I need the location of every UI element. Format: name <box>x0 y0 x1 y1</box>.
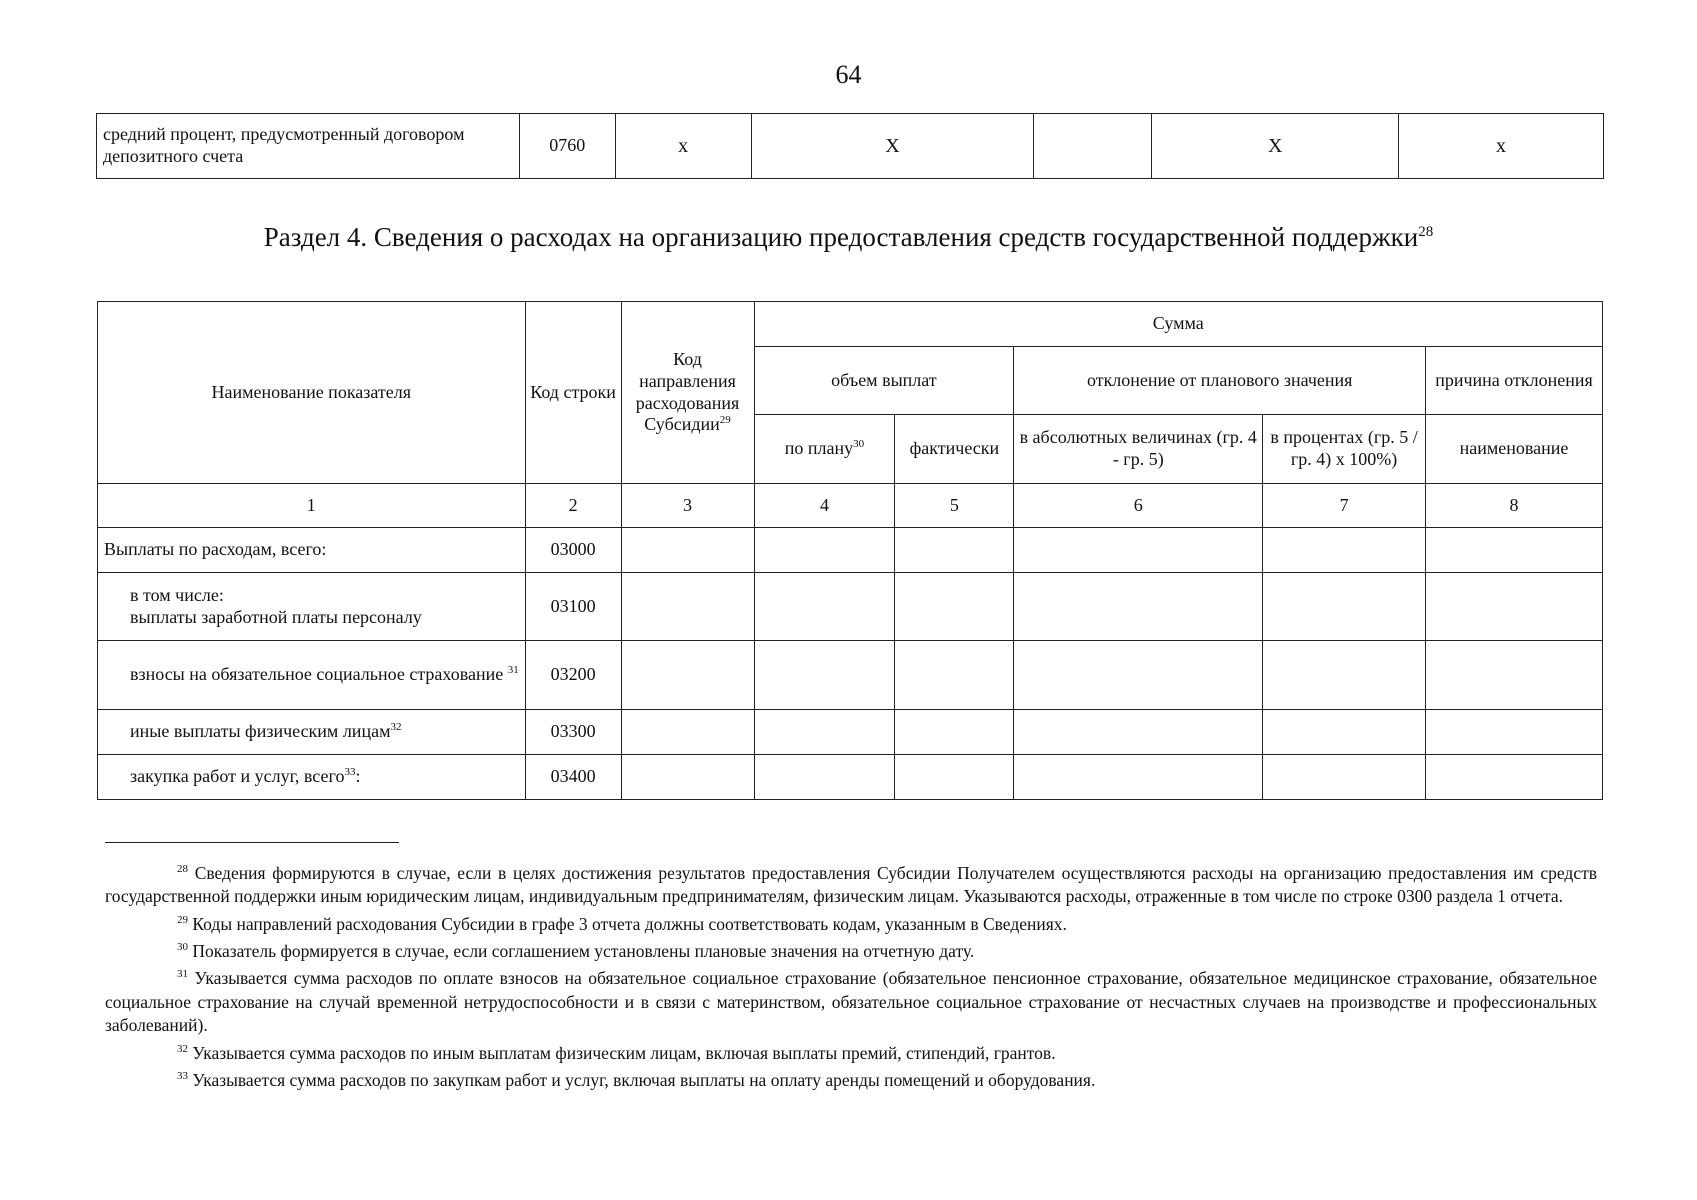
footnote-text: Сведения формируются в случае, если в целях достижения результатов предоставления Субсидии Получателем осуществляются расходы на организацию предоставления им средств государственной поддержки иным юридическим лицам, индивидуальным предпринимателям, физическим лицам. Указываются расходы, отраженные в том числе по строке 0300 раздела 1 отчета. <box>105 862 1597 907</box>
empty-cell[interactable] <box>1426 755 1603 800</box>
row-name-line: в том числе: <box>130 584 224 605</box>
cell: x <box>1399 114 1604 179</box>
row-name-text: закупка работ и услуг, всего <box>130 766 345 787</box>
footnote <box>105 1065 1597 1092</box>
footnote-number: 33 <box>177 1070 188 1083</box>
cell: X <box>751 114 1034 179</box>
empty-cell[interactable] <box>754 528 895 573</box>
empty-cell[interactable] <box>754 641 895 710</box>
header-name: Наименование показателя <box>98 302 526 484</box>
row-code: 03300 <box>525 710 621 755</box>
empty-cell[interactable] <box>1426 573 1603 641</box>
column-number: 7 <box>1263 484 1426 528</box>
footnote-number: 28 <box>177 863 188 875</box>
header-sum: Сумма <box>754 302 1603 347</box>
header-abs: в абсолютных величинах (гр. 4 - гр. 5) <box>1014 415 1263 484</box>
header-row-code: Код строки <box>525 302 621 484</box>
empty-cell[interactable] <box>1426 710 1603 755</box>
table-row <box>98 641 1603 710</box>
column-number: 6 <box>1014 484 1263 528</box>
empty-cell[interactable] <box>1263 755 1426 800</box>
section-title-text: Раздел 4. Сведения о расходах на организацию предоставления средств государственной поддержки <box>263 222 1419 252</box>
column-number: 3 <box>621 484 754 528</box>
cell: x <box>615 114 751 179</box>
column-number: 8 <box>1426 484 1603 528</box>
header-reason: причина отклонения <box>1426 347 1603 415</box>
empty-cell[interactable] <box>895 710 1014 755</box>
empty-cell[interactable] <box>621 641 754 710</box>
header-by-plan <box>754 415 895 484</box>
empty-cell[interactable] <box>895 528 1014 573</box>
empty-cell[interactable] <box>1014 641 1263 710</box>
footnote <box>105 909 1597 936</box>
expenses-table <box>97 301 1603 800</box>
empty-cell[interactable] <box>621 573 754 641</box>
header-actual: фактически <box>895 415 1014 484</box>
footnote-separator <box>105 842 399 843</box>
row-name: средний процент, предусмотренный договором депозитного счета <box>97 114 520 179</box>
row-code: 03200 <box>525 641 621 710</box>
empty-cell[interactable] <box>1014 755 1263 800</box>
footnote-number: 31 <box>177 968 188 981</box>
header-direction-code-text: Код направления расходования Субсидии <box>635 349 740 435</box>
empty-cell[interactable] <box>1014 573 1263 641</box>
empty-cell[interactable] <box>754 573 895 641</box>
cell <box>1034 114 1152 179</box>
footnote-ref: 29 <box>719 414 731 427</box>
empty-cell[interactable] <box>1263 641 1426 710</box>
row-name <box>98 755 526 800</box>
empty-cell[interactable] <box>621 755 754 800</box>
table-row <box>98 573 1603 641</box>
page-number: 64 <box>835 60 862 89</box>
header-payout-volume: объем выплат <box>754 347 1014 415</box>
footnote-ref: 28 <box>1418 224 1434 240</box>
empty-cell[interactable] <box>1426 528 1603 573</box>
table-row <box>98 710 1603 755</box>
footnote-ref: 30 <box>853 438 865 451</box>
header-deviation: отклонение от планового значения <box>1014 347 1426 415</box>
footnote-text: Показатель формируется в случае, если соглашением установлены плановые значения на отчетную дату. <box>188 940 975 961</box>
empty-cell[interactable] <box>895 755 1014 800</box>
empty-cell[interactable] <box>895 641 1014 710</box>
footnote-text: Указывается сумма расходов по иным выплатам физическим лицам, включая выплаты премий, стипендий, грантов. <box>188 1042 1056 1063</box>
column-number: 1 <box>98 484 526 528</box>
footnotes <box>105 858 1597 1092</box>
header-row <box>98 302 1603 347</box>
empty-cell[interactable] <box>1426 641 1603 710</box>
empty-cell[interactable] <box>1263 573 1426 641</box>
row-name-line: выплаты заработной платы персоналу <box>130 606 422 627</box>
column-number: 2 <box>525 484 621 528</box>
row-name <box>98 573 526 641</box>
footnote <box>105 936 1597 963</box>
footnote-number: 29 <box>177 913 188 926</box>
header-by-plan-text: по плану <box>784 438 854 459</box>
row-code: 0760 <box>519 114 615 179</box>
column-number: 5 <box>895 484 1014 528</box>
row-name <box>98 641 526 710</box>
empty-cell[interactable] <box>754 755 895 800</box>
row-name <box>98 710 526 755</box>
footnote-text: Указывается сумма расходов по оплате взносов на обязательное социальное страхование (обязательное пенсионное страхование, обязательное медицинское страхование, обязательное социальное страхование на случай временной нетрудоспособности и в связи с материнством, обязательное социальное страхование от несчастных случаев на производстве и профессиональных заболеваний). <box>105 968 1597 1036</box>
table-row <box>98 755 1603 800</box>
table-row <box>97 114 1604 179</box>
footnote-ref: 31 <box>507 664 519 677</box>
header-pct: в процентах (гр. 5 / гр. 4) x 100%) <box>1263 415 1426 484</box>
header-reason-name: наименование <box>1426 415 1603 484</box>
row-name-suffix: : <box>355 766 361 787</box>
empty-cell[interactable] <box>621 528 754 573</box>
row-code: 03400 <box>525 755 621 800</box>
footnote-ref: 32 <box>390 721 402 734</box>
row-name: Выплаты по расходам, всего: <box>98 528 526 573</box>
empty-cell[interactable] <box>895 573 1014 641</box>
continuation-table <box>96 113 1604 179</box>
row-name-text: иные выплаты физическим лицам <box>130 721 391 742</box>
empty-cell[interactable] <box>1263 528 1426 573</box>
empty-cell[interactable] <box>754 710 895 755</box>
empty-cell[interactable] <box>1014 710 1263 755</box>
cell: X <box>1152 114 1399 179</box>
footnote-text: Указывается сумма расходов по закупкам работ и услуг, включая выплаты на оплату аренды помещений и оборудования. <box>188 1069 1096 1090</box>
column-number-row <box>98 484 1603 528</box>
footnote-number: 32 <box>177 1042 188 1055</box>
footnote-text: Коды направлений расходования Субсидии в графе 3 отчета должны соответствовать кодам, указанным в Сведениях. <box>188 913 1067 934</box>
row-code: 03000 <box>525 528 621 573</box>
footnote <box>105 858 1597 909</box>
footnote-ref: 33 <box>344 766 356 779</box>
row-code: 03100 <box>525 573 621 641</box>
table-row <box>98 528 1603 573</box>
row-name-text: взносы на обязательное социальное страхование <box>130 664 508 685</box>
footnote-number: 30 <box>177 941 188 954</box>
header-direction-code <box>621 302 754 484</box>
column-number: 4 <box>754 484 895 528</box>
empty-cell[interactable] <box>1014 528 1263 573</box>
empty-cell[interactable] <box>621 710 754 755</box>
section-title <box>0 222 1697 253</box>
footnote <box>105 963 1597 1037</box>
empty-cell[interactable] <box>1263 710 1426 755</box>
footnote <box>105 1038 1597 1065</box>
